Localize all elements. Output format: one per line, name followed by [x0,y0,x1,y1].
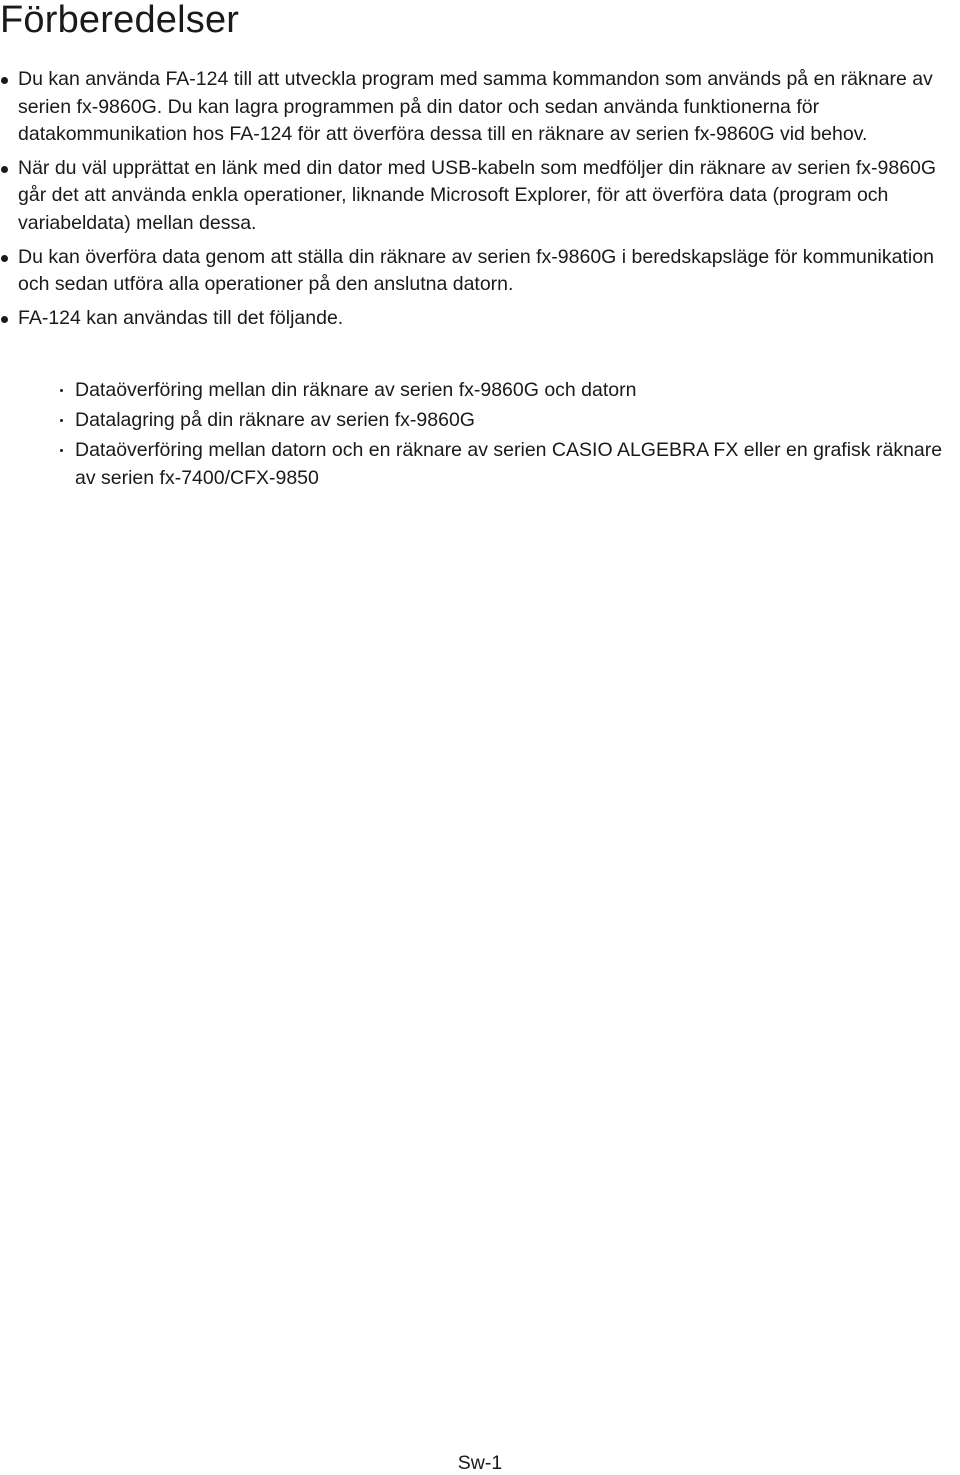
bullet-text: Du kan använda FA-124 till att utveckla program med samma kommandon som används på en räknare av serien fx-9860G. Du kan lagra programmen på din dator och sedan använda funktionerna för datakommunikation hos FA-124 för att överföra dessa till en räknare av serien fx-9860G vid behov. [18,68,933,146]
sub-item-text: Dataöverföring mellan din räknare av serien fx-9860G och datorn [75,379,637,401]
bullet-dot-icon [1,255,8,262]
page-title: Förberedelser [0,0,240,41]
bullet-text: Du kan överföra data genom att ställa din räknare av serien fx-9860G i beredskapsläge för kommunikation och sedan utföra alla operationer på den anslutna datorn. [18,245,934,296]
bullet-item [0,244,958,299]
sub-item [0,436,958,492]
bullet-item [0,66,958,149]
sub-item-list [0,376,958,494]
sub-item [0,376,958,404]
bullet-dot-icon [1,316,8,323]
bullet-text: När du väl upprättat en länk med din dator med USB-kabeln som medföljer din räknare av serien fx-9860G går det att använda enkla operationer, liknande Microsoft Explorer, för att överföra data (program och variabeldata) mellan dessa. [18,156,937,234]
middle-dot-icon [60,449,63,452]
middle-dot-icon [60,389,63,392]
sub-item [0,406,958,434]
page-number: Sw-1 [457,1452,503,1474]
bullet-list [0,66,958,338]
sub-item-text: Datalagring på din räknare av serien fx-9860G [75,409,475,431]
middle-dot-icon [60,419,63,422]
bullet-item [0,305,958,333]
sub-item-text: Dataöverföring mellan datorn och en räknare av serien CASIO ALGEBRA FX eller en grafisk räknare av serien fx-7400/CFX-9850 [75,439,943,489]
bullet-item [0,155,958,238]
bullet-text: FA-124 kan användas till det följande. [18,306,344,329]
bullet-dot-icon [1,166,8,173]
bullet-dot-icon [1,77,8,84]
